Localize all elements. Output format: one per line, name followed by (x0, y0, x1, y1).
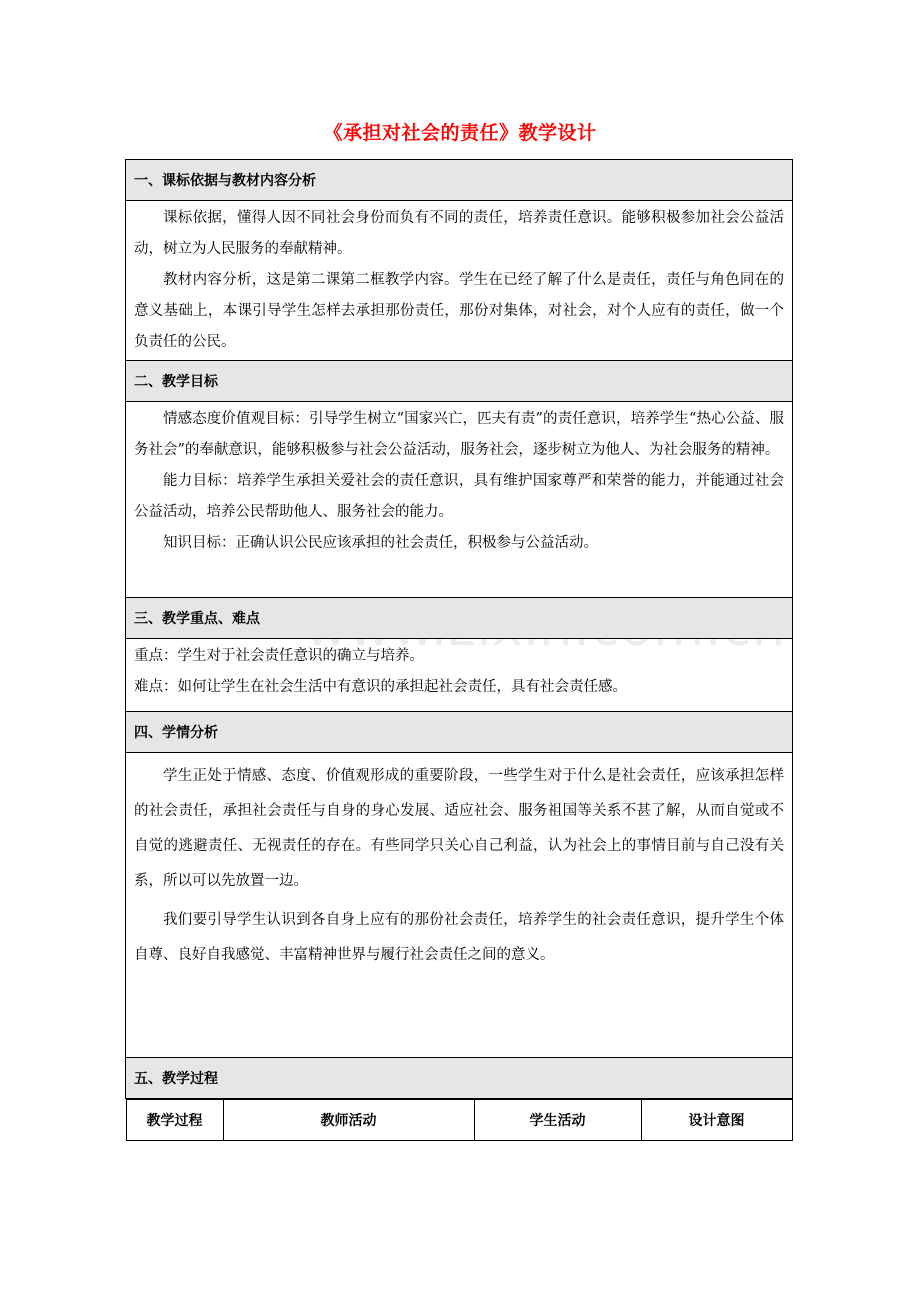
section-heading-key-points: 三、教学重点、难点 (126, 598, 793, 639)
section-body-key-points (126, 639, 793, 712)
paragraph: 重点：学生对于社会责任意识的确立与培养。 (134, 648, 424, 664)
paragraph: 能力目标：培养学生承担关爱社会的责任意识，具有维护国家尊严和荣誉的能力，并能通过社会公益活动，培养公民帮助他人、服务社会的能力。 (134, 473, 784, 520)
paragraph: 教材内容分析，这是第二课第二框教学内容。学生在已经了解了什么是责任，责任与角色同在的意义基础上，本课引导学生怎样去承担那份责任，那份对集体，对社会，对个人应有的责任，做一个负责任的公民。 (134, 272, 784, 350)
paragraph: 我们要引导学生认识到各自身上应有的那份社会责任，培养学生的社会责任意识，提升学生个体自尊、良好自我感觉、丰富精神世界与履行社会责任之间的意义。 (134, 912, 784, 963)
section-body-objectives (126, 402, 793, 598)
section-heading-process: 五、教学过程 (126, 1058, 793, 1099)
process-table (126, 1099, 793, 1141)
section-body-student-analysis (126, 753, 793, 1058)
column-header-design-intent: 设计意图 (641, 1100, 792, 1141)
lesson-plan-table (125, 159, 793, 1141)
process-table-wrapper (126, 1099, 793, 1142)
paragraph: 情感态度价值观目标：引导学生树立“国家兴亡，匹夫有责”的责任意识，培养学生“热心公益、服务社会”的奉献意识，能够积极参与社会公益活动，服务社会，逐步树立为他人、为社会服务的精神。 (134, 411, 784, 458)
document-title: 《承担对社会的责任》教学设计 (323, 122, 597, 144)
section-heading-objectives: 二、教学目标 (126, 361, 793, 402)
section-heading-student-analysis: 四、学情分析 (126, 712, 793, 753)
column-header-teacher-activity: 教师活动 (223, 1100, 474, 1141)
section-heading-analysis: 一、课标依据与教材内容分析 (126, 160, 793, 201)
paragraph: 难点：如何让学生在社会生活中有意识的承担起社会责任，具有社会责任感。 (134, 679, 627, 695)
paragraph: 学生正处于情感、态度、价值观形成的重要阶段，一些学生对于什么是社会责任，应该承担怎样的社会责任，承担社会责任与自身的身心发展、适应社会、服务祖国等关系不甚了解，从而自觉或不自觉的逃避责任、无视责任的存在。有些同学只关心自己利益，认为社会上的事情目前与自己没有关系，所以可以先放置一边。 (134, 768, 784, 889)
paragraph: 课标依据，懂得人因不同社会身份而负有不同的责任，培养责任意识。能够积极参加社会公益活动，树立为人民服务的奉献精神。 (134, 210, 784, 257)
section-body-analysis (126, 201, 793, 361)
paragraph: 知识目标：正确认识公民应该承担的社会责任，积极参与公益活动。 (163, 535, 598, 551)
column-header-student-activity: 学生活动 (474, 1100, 641, 1141)
column-header-process: 教学过程 (126, 1100, 223, 1141)
